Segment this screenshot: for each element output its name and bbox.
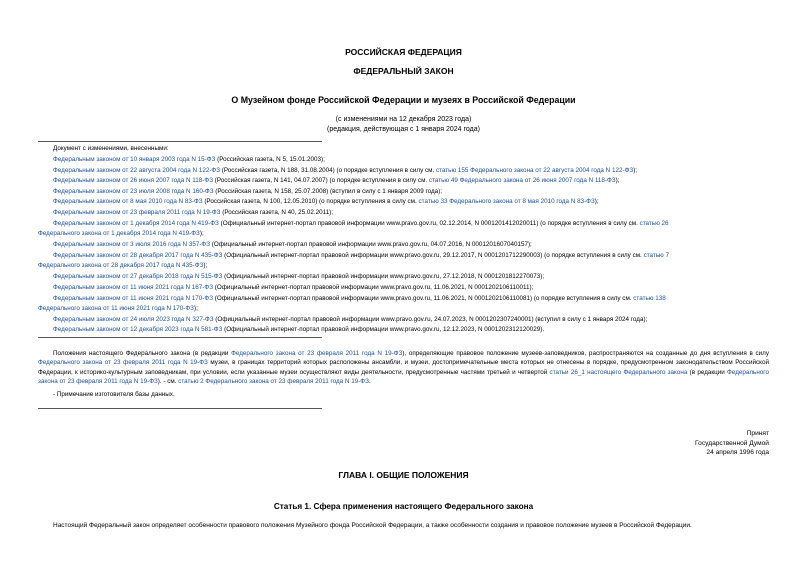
amendment-line <box>53 273 544 281</box>
amendment-law-link[interactable]: Федеральным законом от 12 декабря 2023 года N 581-ФЗ <box>53 326 223 333</box>
provisions-text: музеи, в границах территорий которых расположены ансамбли, и музеи, достопримечательные места которых не отнесены в порядке, предусмотренном законодательством Российской Федерации, к историко-культурным заповедникам, при условии, если указанные музеи осуществляют виды деятельности, предусмотренные частями третьей и четвертой <box>38 359 769 376</box>
amendment-article-link[interactable]: статью 7 <box>643 252 670 259</box>
amendment-line <box>53 241 532 249</box>
separator-rule <box>38 337 322 338</box>
amendment-law-link[interactable]: Федерального закона от 28 декабря 2017 года N 435-ФЗ <box>38 262 204 269</box>
amendment-law-link[interactable]: Федеральным законом от 23 июля 2008 года N 160-ФЗ <box>53 188 214 195</box>
amendment-law-link[interactable]: Федеральным законом от 11 июня 2021 года N 170-ФЗ <box>53 295 213 302</box>
law-type-heading: ФЕДЕРАЛЬНЫЙ ЗАКОН <box>353 66 454 76</box>
amendment-text: (Российская газета, N 5, 15.01.2003); <box>215 156 325 163</box>
article-text <box>38 522 769 529</box>
amendment-law-link[interactable]: Федеральным законом от 28 декабря 2017 года N 435-ФЗ <box>53 252 223 259</box>
amendment-text: ); <box>615 177 620 184</box>
amendments-intro: Документ с изменениями, внесенными: <box>53 145 169 152</box>
amendment-line <box>53 326 544 334</box>
provisions-text: . <box>368 377 371 385</box>
amendment-article-link[interactable]: статью 33 Федерального закона от 8 мая 2010 года N 83-ФЗ <box>418 198 595 205</box>
amendment-text: (Официальный интернет-портал правовой информации www.pravo.gov.ru, 29.12.2017, N 0001201712290003) (о порядке вступления в силу см. <box>222 252 644 259</box>
amendment-article-link[interactable]: статью 49 Федерального закона от 26 июня 2007 года N 118-ФЗ <box>428 177 616 184</box>
article-heading: Статья 1. Сфера применения настоящего Федерального закона <box>273 502 534 511</box>
accepted-body: Государственной Думой <box>695 439 769 447</box>
separator-rule <box>38 408 322 409</box>
provisions-text: Положения настоящего Федерального закона (в редакции <box>53 350 232 357</box>
amendment-law-link[interactable]: Федеральным законом от 22 августа 2004 года N 122-ФЗ <box>53 167 221 174</box>
article-body: Настоящий Федеральный закон определяет особенности правового положения Музейного фонда Российской Федерации, а также особенности создания и правовое положение музеев в Российской Федерации. <box>53 522 692 529</box>
provisions-law-link[interactable]: Федерального закона от 23 февраля 2011 года N 19-ФЗ <box>38 368 769 385</box>
amendment-line <box>53 156 325 164</box>
amendment-law-link[interactable]: Федерального закона от 11 июня 2021 года N 170-ФЗ <box>38 305 194 312</box>
article-link[interactable]: статьи 26_1 настоящего Федерального закона <box>549 368 688 376</box>
amendment-law-link[interactable]: Федеральным законом от 3 июля 2016 года N 357-ФЗ <box>53 241 211 248</box>
separator-rule <box>38 141 322 142</box>
amendment-text: (Официальный интернет-портал правовой информации www.pravo.gov.ru, 11.06.2021, N 0001202106110011); <box>213 284 534 291</box>
amendment-text: (Официальный интернет-портал правовой информации www.pravo.gov.ru, 27.12.2018, N 0001201812270073); <box>222 273 545 280</box>
amendment-law-link[interactable]: Федеральным законом от 10 января 2003 года N 15-ФЗ <box>53 156 216 163</box>
accepted-label: Принят <box>746 430 769 437</box>
amendment-line <box>53 252 669 260</box>
provisions-law-link[interactable]: Федерального закона от 23 февраля 2011 года N 19-ФЗ <box>231 350 403 357</box>
law-title: О Музейном фонде Российской Федерации и музеях в Российской Федерации <box>231 95 576 105</box>
article-link[interactable]: статью 2 Федерального закона от 23 февраля 2011 года N 19-ФЗ <box>178 377 369 385</box>
amendment-line <box>53 295 666 303</box>
federation-heading: РОССИЙСКАЯ ФЕДЕРАЦИЯ <box>345 47 462 57</box>
amendment-text: (Российская газета, N 188, 31.08.2004) (о порядке вступления в силу см. <box>220 167 436 174</box>
amendment-law-link[interactable]: Федеральным законом от 8 мая 2010 года N 83-ФЗ <box>53 198 203 205</box>
amendment-text: (Официальный интернет-портал правовой информации www.pravo.gov.ru, 02.12.2014, N 0001201412020011) (о порядке вступления в силу см. <box>218 220 640 227</box>
amendment-line <box>53 198 599 206</box>
amendment-article-link[interactable]: статью 26 <box>639 220 669 227</box>
amendment-law-link[interactable]: Федеральным законом от 23 февраля 2011 года N 19-ФЗ <box>53 209 221 216</box>
amendment-text: (Официальный интернет-портал правовой информации www.pravo.gov.ru, 04.07.2016, N 0001201607040157); <box>210 241 532 248</box>
amendment-line <box>53 177 619 185</box>
amendment-article-link[interactable]: статью 155 Федерального закона от 22 августа 2004 года N 122-ФЗ <box>435 167 634 174</box>
amendment-line <box>53 316 647 324</box>
accepted-block <box>649 429 769 458</box>
amendment-line <box>53 209 333 217</box>
amendment-text: (Российская газета, N 158, 25.07.2008) (вступил в силу с 1 января 2009 года); <box>213 188 443 195</box>
amendment-text: ); <box>633 167 638 174</box>
amendment-text: (Официальный интернет-портал правовой информации www.pravo.gov.ru, 24.07.2023, N 0001202307240001) (вступил в силу с 1 января 2024 года); <box>213 316 648 323</box>
chapter-heading: ГЛАВА I. ОБЩИЕ ПОЛОЖЕНИЯ <box>338 470 469 480</box>
amendment-text: (Официальный интернет-портал правовой информации www.pravo.gov.ru, 11.06.2021, N 0001202106110081) (о порядке вступления в силу см. <box>213 295 634 302</box>
amendment-text: ); <box>594 198 599 205</box>
amendment-text: ); <box>203 262 208 269</box>
db-maker-note: - Примечание изготовителя базы данных. <box>53 391 175 398</box>
amendment-line <box>38 230 204 238</box>
provisions-paragraph <box>38 349 769 386</box>
amendment-text: (Российская газета, N 40, 25.02.2011); <box>220 209 334 216</box>
amendment-text: (Официальный интернет-портал правовой информации www.pravo.gov.ru, 12.12.2023, N 0001202312120029). <box>222 326 545 333</box>
amendment-law-link[interactable]: Федеральным законом от 27 декабря 2018 года N 515-ФЗ <box>53 273 223 280</box>
amendment-article-link[interactable]: статью 138 <box>633 295 666 302</box>
amendment-line <box>53 220 669 228</box>
edition-note: (редакция, действующая с 1 января 2024 года) <box>327 126 480 133</box>
changes-note: (с изменениями на 12 декабря 2023 года) <box>335 116 472 123</box>
amendment-line <box>53 167 637 175</box>
amendment-line <box>53 284 533 292</box>
amendment-law-link[interactable]: Федеральным законом от 11 июня 2021 года N 167-ФЗ <box>53 284 213 291</box>
amendment-law-link[interactable]: Федеральным законом от 24 июля 2023 года N 327-ФЗ <box>53 316 214 323</box>
amendment-text: ); <box>199 230 204 237</box>
accepted-date: 24 апреля 1996 года <box>706 449 769 456</box>
amendment-law-link[interactable]: Федеральным законом от 1 декабря 2014 года N 419-ФЗ <box>53 220 219 227</box>
provisions-text: ), определяющие правовое положение музеев-заповедников, распространяются на созданные до дня вступления в силу <box>402 350 770 357</box>
amendment-law-link[interactable]: Федеральным законом от 26 июня 2007 года N 118-ФЗ <box>53 177 213 184</box>
provisions-law-link[interactable]: Федерального закона от 23 февраля 2011 года N 19-ФЗ <box>38 359 208 367</box>
provisions-text: ). - см. <box>157 377 179 385</box>
amendment-text: (Российская газета, N 141, 04.07.2007) (о порядке вступления в силу см. <box>213 177 429 184</box>
amendment-law-link[interactable]: Федерального закона от 1 декабря 2014 года N 419-ФЗ <box>38 230 200 237</box>
provisions-text: (в редакции <box>687 368 728 376</box>
amendment-line <box>53 188 442 196</box>
amendment-text: ); <box>193 305 198 312</box>
amendment-text: (Российская газета, N 100, 12.05.2010) (о порядке вступления в силу см. <box>202 198 419 205</box>
amendment-line <box>38 305 198 313</box>
amendment-line <box>38 262 207 270</box>
